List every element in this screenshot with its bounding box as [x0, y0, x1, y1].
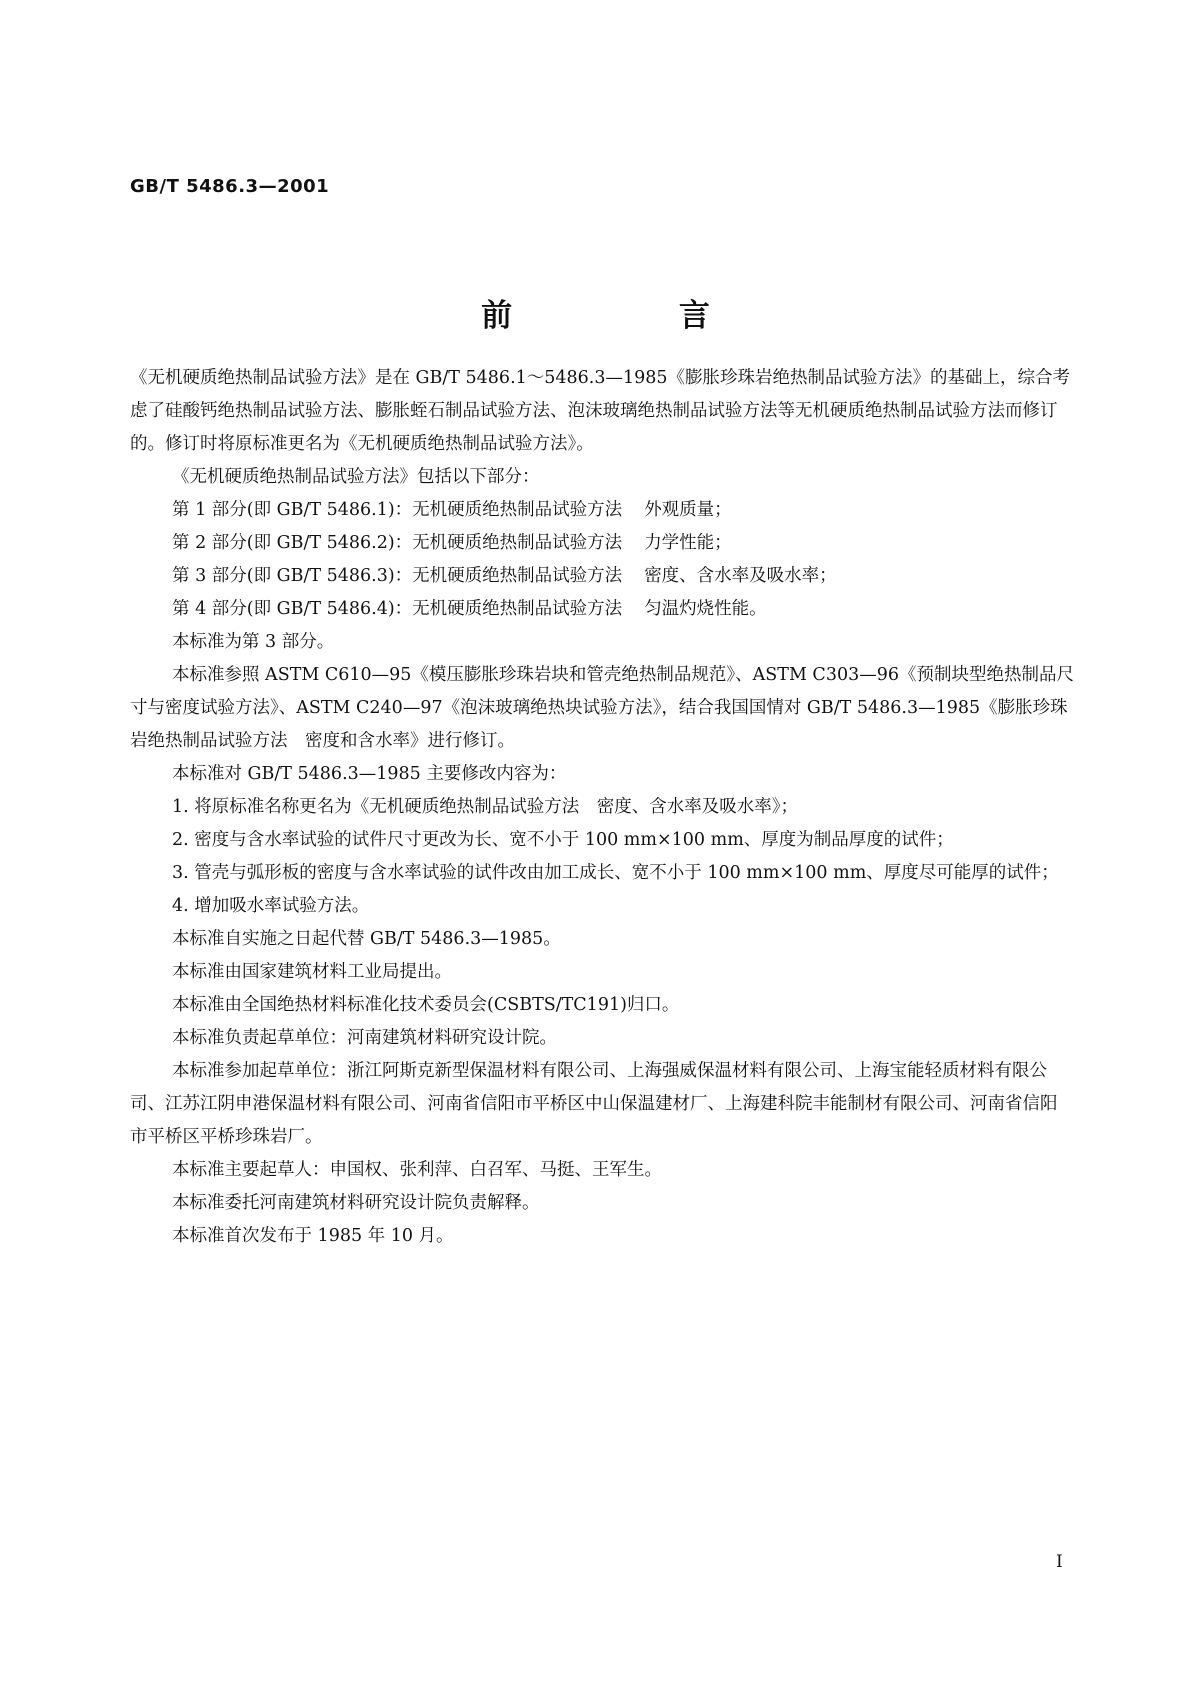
- paragraph-first-release: 本标准首次发布于 1985 年 10 月。: [172, 1226, 454, 1246]
- paragraph-changes-intro: 本标准对 GB/T 5486.3—1985 主要修改内容为：: [172, 764, 567, 784]
- change-item-2: 2. 密度与含水率试验的试件尺寸更改为长、宽不小于 100 mm×100 mm、厚度为制品厚度的试件；: [172, 830, 954, 850]
- paragraph-main-drafters: 本标准主要起草人：申国权、张利萍、白召军、马挺、王军生。: [172, 1160, 662, 1180]
- preface-body: [130, 362, 1074, 1253]
- part-1-line: 第 1 部分(即 GB/T 5486.1)：无机硬质绝热制品试验方法 外观质量；: [172, 500, 732, 520]
- change-item-4: 4. 增加吸水率试验方法。: [172, 896, 370, 916]
- paragraph-part-number: 本标准为第 3 部分。: [172, 632, 335, 652]
- page-title: 前 言: [481, 298, 788, 334]
- document-code: GB/T 5486.3—2001: [130, 176, 330, 197]
- paragraph-proposer: 本标准由国家建筑材料工业局提出。: [172, 962, 452, 982]
- paragraph-parts-intro: 《无机硬质绝热制品试验方法》包括以下部分：: [172, 467, 540, 487]
- change-item-1: 1. 将原标准名称更名为《无机硬质绝热制品试验方法 密度、含水率及吸水率》；: [172, 797, 799, 817]
- part-2-line: 第 2 部分(即 GB/T 5486.2)：无机硬质绝热制品试验方法 力学性能；: [172, 533, 732, 553]
- paragraph-responsible-drafter: 本标准负责起草单位：河南建筑材料研究设计院。: [172, 1028, 557, 1048]
- paragraph-references: 本标准参照 ASTM C610—95《模压膨胀珍珠岩块和管壳绝热制品规范》、ASTM C303—96《预制块型绝热制品尺寸与密度试验方法》、ASTM C240—97《泡沫玻璃绝热块试验方法》，结合我国国情对 GB/T 5486.3—1985《膨胀珍珠岩绝热制品试验方法 密度和含水率》进行修订。: [130, 665, 1074, 751]
- paragraph-centralized: 本标准由全国绝热材料标准化技术委员会(CSBTS/TC191)归口。: [172, 995, 680, 1015]
- paragraph-replacement: 本标准自实施之日起代替 GB/T 5486.3—1985。: [172, 929, 561, 949]
- paragraph-intro: 《无机硬质绝热制品试验方法》是在 GB/T 5486.1～5486.3—1985《膨胀珍珠岩绝热制品试验方法》的基础上，综合考虑了硅酸钙绝热制品试验方法、膨胀蛭石制品试验方法、泡沫玻璃绝热制品试验方法等无机硬质绝热制品试验方法而修订的。修订时将原标准更名为《无机硬质绝热制品试验方法》。: [130, 368, 1071, 454]
- part-4-line: 第 4 部分(即 GB/T 5486.4)：无机硬质绝热制品试验方法 匀温灼烧性能。: [172, 599, 767, 619]
- part-3-line: 第 3 部分(即 GB/T 5486.3)：无机硬质绝热制品试验方法 密度、含水率及吸水率；: [172, 566, 837, 586]
- paragraph-interpretation: 本标准委托河南建筑材料研究设计院负责解释。: [172, 1193, 540, 1213]
- change-item-3: 3. 管壳与弧形板的密度与含水率试验的试件改由加工成长、宽不小于 100 mm×100 mm、厚度尽可能厚的试件；: [172, 863, 1059, 883]
- page-number: I: [1056, 1552, 1063, 1572]
- paragraph-participating-drafters: 本标准参加起草单位：浙江阿斯克新型保温材料有限公司、上海强威保温材料有限公司、上海宝能轻质材料有限公司、江苏江阴申港保温材料有限公司、河南省信阳市平桥区中山保温建材厂、上海建科院丰能制材有限公司、河南省信阳市平桥区平桥珍珠岩厂。: [130, 1061, 1058, 1147]
